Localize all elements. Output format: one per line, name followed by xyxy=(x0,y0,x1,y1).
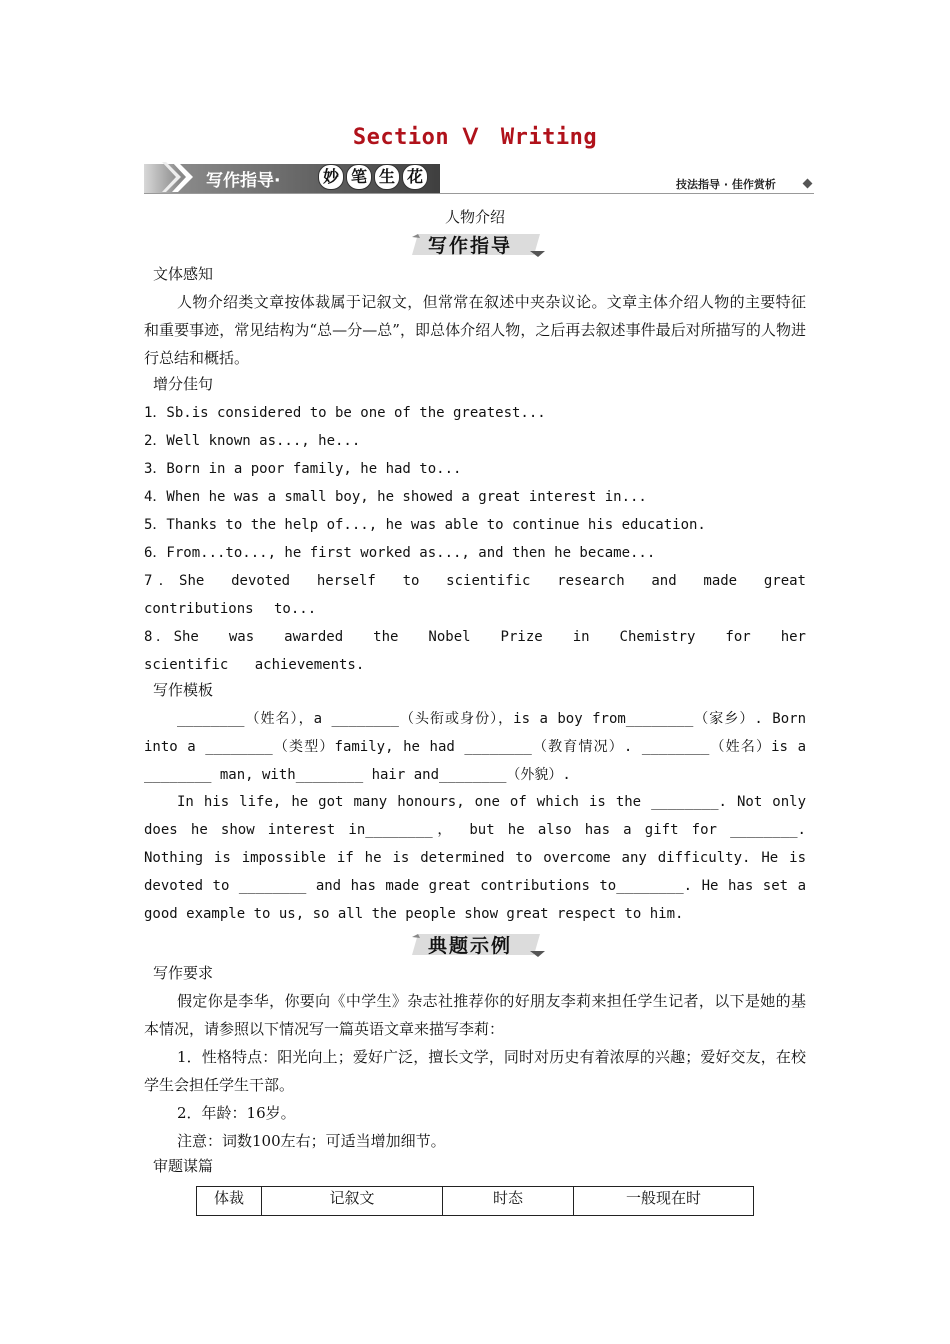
genre-text: 人物介绍类文章按体裁属于记叙文，但常常在叙述中夹杂议论。文章主体介绍人物的主要特征和重要事迹，常见结构为“总—分—总”，即总体介绍人物，之后再去叙述事件最后对所描写的人物进行总结和概括。 xyxy=(144,293,806,367)
sentences-heading: 增分佳句 xyxy=(153,375,214,393)
list-item: 6．From...to..., he first worked as..., and then he became... xyxy=(144,545,656,561)
list-item: 1．Sb.is considered to be one of the greatest... xyxy=(144,405,546,421)
list-item: 3．Born in a poor family, he had to... xyxy=(144,461,462,477)
diamond-icon xyxy=(803,179,813,189)
analysis-heading: 审题谋篇 xyxy=(153,1157,214,1175)
requirement-item: 1．性格特点：阳光向上；爱好广泛，擅长文学，同时对历史有着浓厚的兴趣；爱好交友，在校学生会担任学生干部。 xyxy=(144,1048,806,1094)
template-paragraph-1: ________（姓名），a ________（头衔或身份），is a boy from________（家乡）. Born into a ________（类型）family, he had ________（教育情况）. ________（姓名）is a ________ man, with________ hair and________（外貌）. xyxy=(144,711,806,783)
section-label: 典题示例 xyxy=(428,935,513,957)
banner-divider xyxy=(144,193,814,194)
template-paragraph-2: In his life, he got many honours, one of which is the ________. Not only does he show interest in________， but he also has a gift for ________. Nothing is impossible if he is determined to overcome any difficulty. He is devoted to ________ and has made great contributions to________. He has set a good example to us, so all the people show great respect to him. xyxy=(144,794,806,922)
topic-heading: 人物介绍 xyxy=(444,208,505,226)
badge-char: 花 xyxy=(402,164,428,190)
list-item: 8．She was awarded the Nobel Prize in Chemistry for her scientific achievements. xyxy=(144,629,806,673)
table-cell: 体裁 xyxy=(197,1187,262,1216)
requirement-item: 2．年龄：16岁。 xyxy=(177,1104,296,1122)
genre-heading: 文体感知 xyxy=(153,265,214,283)
section-label: 写作指导 xyxy=(428,235,513,257)
table-row xyxy=(197,1187,754,1216)
template-heading: 写作模板 xyxy=(153,681,214,699)
analysis-table xyxy=(196,1186,754,1216)
badge-char: 笔 xyxy=(346,164,372,190)
badge-char: 生 xyxy=(374,164,400,190)
page-title: Section Ⅴ Writing xyxy=(352,125,598,150)
requirement-note: 注意：词数100左右；可适当增加细节。 xyxy=(177,1132,446,1150)
table-cell: 记叙文 xyxy=(262,1187,443,1216)
list-item: 2．Well known as..., he... xyxy=(144,433,361,449)
requirements-text: 假定你是李华，你要向《中学生》杂志社推荐你的好朋友李莉来担任学生记者，以下是她的基本情况，请参照以下情况写一篇英语文章来描写李莉： xyxy=(144,992,806,1038)
list-item: 4．When he was a small boy, he showed a great interest in... xyxy=(144,489,647,505)
list-item: 7．She devoted herself to scientific research and made great contributions to... xyxy=(144,573,806,617)
sentence-list xyxy=(144,399,806,679)
banner-badge xyxy=(318,164,428,190)
badge-char: 妙 xyxy=(318,164,344,190)
banner-right-text: 技法指导 · 佳作赏析 xyxy=(676,178,776,191)
table-cell: 时态 xyxy=(443,1187,574,1216)
requirements-heading: 写作要求 xyxy=(153,964,214,982)
list-item: 5．Thanks to the help of..., he was able to continue his education. xyxy=(144,517,706,533)
table-cell: 一般现在时 xyxy=(574,1187,754,1216)
banner-left-text: 写作指导· xyxy=(206,171,281,191)
